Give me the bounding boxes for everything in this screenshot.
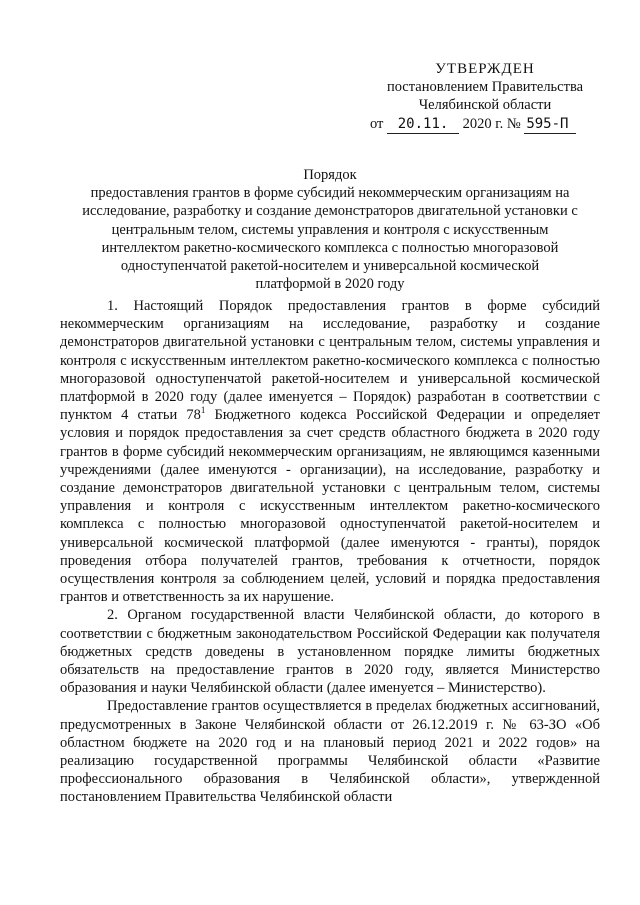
- approval-line-1: постановлением Правительства: [386, 79, 584, 95]
- handwritten-number: 595-П: [524, 115, 576, 134]
- article-superscript: 1: [200, 405, 206, 416]
- document-title: [60, 166, 600, 293]
- title-heading: Порядок: [303, 167, 357, 183]
- title-line-5: одноступенчатой ракетой-носителем и универсальной космической: [120, 258, 540, 275]
- title-line-6: платформой в 2020 году: [255, 276, 405, 293]
- approval-block: [370, 60, 600, 134]
- title-line-2: исследование, разработку и создание демонстраторов двигательной установки с: [82, 203, 578, 220]
- paragraph-1-text-b: Бюджетного кодекса Российской Федерации и определяет условия и порядок предоставления за счет средств областного бюджета в 2020 году грантов в форме субсидий некоммерческим организациям, не являющимся казенными учреждениями (далее именуются - организации), на исследование, разработку и создание демонстраторов двигательной установки с центральным телом, системы управления и контроля с искусственным интеллектом ракетно-космического комплекса с полностью многоразовой одноступенчатой ракетой-носителем и универсальной космической платформой (далее именуются - гранты), порядок проведения отбора получателей грантов, требования к отчетности, порядок осуществления контроля за соблюдением целей, условий и порядка предоставления грантов и ответственность за их нарушение.: [60, 407, 601, 606]
- approval-line-2: Челябинской области: [418, 97, 552, 113]
- title-line-3: центральным телом, системы управления и контроля с искусственным: [111, 221, 549, 238]
- title-line-1: предоставления грантов в форме субсидий некоммерческим организациям на: [90, 185, 570, 202]
- approval-title: УТВЕРЖДЕН: [435, 61, 535, 77]
- paragraph-3: Предоставление грантов осуществляется в пределах бюджетных ассигнований, предусмотренных в Законе Челябинской области от 26.12.2019 г. № 63-ЗО «Об областном бюджете на 2020 год и на плановый период 2021 и 2022 годов» на реализацию государственной программы Челябинской области «Развитие профессионального образования в Челябинской области», утвержденной постановлением Правительства Челябинской области: [60, 698, 600, 806]
- year-number-label: 2020 г. №: [462, 116, 521, 132]
- paragraph-1: [60, 297, 600, 606]
- document-body: [60, 297, 600, 807]
- title-line-4: интеллектом ракетно-космического комплекса с полностью многоразовой: [101, 239, 559, 256]
- approval-date-line: [370, 115, 600, 134]
- from-label: от: [370, 116, 384, 132]
- paragraph-1-text-a: 1. Настоящий Порядок предоставления грантов в форме субсидий некоммерческим организациям на исследование, разработку и создание демонстраторов двигательной установки с центральным телом, системы управления и контроля с искусственным интеллектом ракетно-космического комплекса с полностью многоразовой одноступенчатой ракетой-носителем и универсальной космической платформой в 2020 году (далее именуется – Порядок) разработан в соответствии с пунктом 4 статьи 78: [60, 298, 600, 424]
- handwritten-date: 20.11.: [387, 115, 459, 134]
- paragraph-2: 2. Органом государственной власти Челябинской области, до которого в соответствии с бюджетным законодательством Российской Федерации как получателя бюджетных средств доведены в установленном порядке лимиты бюджетных обязательств на предоставление грантов в 2020 году, является Министерство образования и науки Челябинской области (далее именуется – Министерство).: [60, 607, 600, 697]
